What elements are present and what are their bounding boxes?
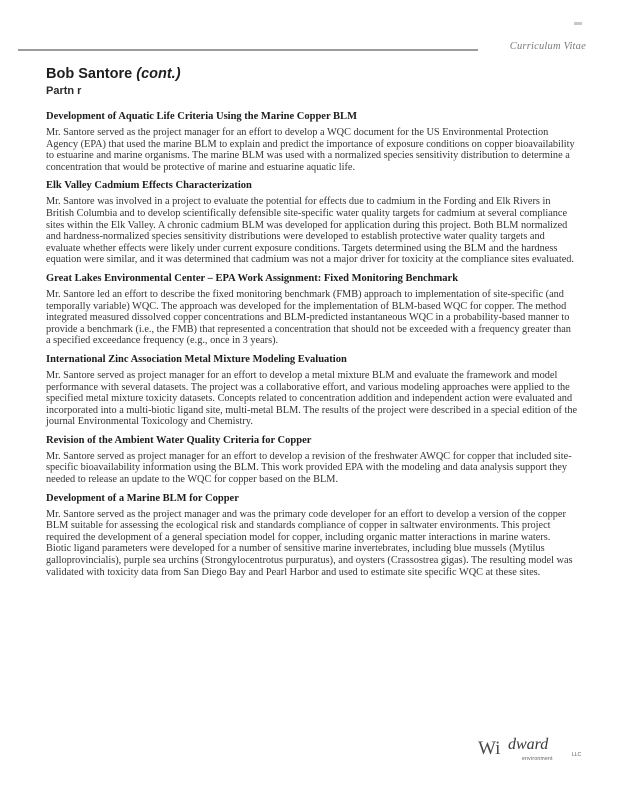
page-corner-mark (574, 22, 582, 25)
project-title: Development of Aquatic Life Criteria Using the Marine Copper BLM (46, 111, 357, 122)
logo-suffix: LLC (572, 752, 582, 758)
project-section (46, 179, 578, 266)
project-section (46, 434, 578, 486)
header-label: Curriculum Vitae (509, 41, 586, 52)
project-body: Mr. Santore served as the project manager and was the primary code developer for an effort to develop a version of the copper BLM suitable for assessing the ecological risk and standards compliance of copper in saltwater environments. This project required the development of a general speciation model for copper, including organic matter interactions in marine waters. Biotic ligand parameters were developed for a number of sensitive marine invertebrates, including blue mussels (Mytilus galloprovincialis), purple sea urchins (Strongylocentrotus purpuratus), and oysters (Crassostrea gigas). The resulting model was validated with toxicity data from San Diego Bay and Pearl Harbor and used to estimate site specific WQC at these sites. (46, 508, 573, 578)
project-body: Mr. Santore served as project manager for an effort to develop a revision of the freshwater AWQC for copper that included site-specific bioavailability information using the BLM. This work provided EPA with the modeling and data analysis support they needed to release an update to the WQC for copper based on the BLM. (46, 450, 572, 486)
company-logo (478, 736, 588, 770)
person-name-line (46, 66, 181, 82)
header-rule (18, 49, 478, 51)
project-title: Revision of the Ambient Water Quality Criteria for Copper (46, 434, 312, 446)
project-title: International Zinc Association Metal Mixture Modeling Evaluation (46, 353, 347, 365)
logo-subtext: environment (522, 756, 553, 762)
project-title: Elk Valley Cadmium Effects Characterization (46, 180, 252, 192)
project-body: Mr. Santore served as project manager for an effort to develop a metal mixture BLM and evaluate the framework and model performance with several datasets. The project was a collaborative effort, and various modeling approaches were applied to the specified metal mixture toxicity datasets. Concepts related to concentration addition and independent action were evaluated and incorporated into a multi-biotic ligand site, multi-metal BLM. The results of the project were described in a special edition of the journal Environmental Toxicology and Chemistry. (46, 369, 578, 428)
project-body: Mr. Santore served as the project manager for an effort to develop a WQC document for the US Environmental Protection Agency (EPA) that used the marine BLM to explain and predict the importance of exposure conditions on copper bioavailability to estuarine and marine organisms. The marine BLM was used with a normalized species sensitivity distribution to determine a concentration that would be protective of marine and estuarine aquatic life. (46, 127, 575, 173)
project-list (46, 110, 578, 584)
project-body: Mr. Santore led an effort to describe the fixed monitoring benchmark (FMB) approach to implementation of site-specific (and temporally variable) WQC. The approach was developed for the implementation of BLM-based WQC for copper. The method integrated measured dissolved copper concentrations and BLM-predicted instantaneous WQC in a probability-based manner to provide a benchmark (i.e., the FMB) that represented a concentration that should not be exceeded with a frequency greater than a specified exceedance frequency (e.g., once in 3 years). (46, 288, 571, 347)
person-cont: (cont.) (136, 66, 181, 82)
logo-text-left: Wi (478, 738, 501, 759)
project-section (46, 272, 578, 347)
project-title: Development of a Marine BLM for Copper (46, 492, 239, 504)
project-body: Mr. Santore was involved in a project to evaluate the potential for effects due to cadmium in the Fording and Elk Rivers in British Columbia and to develop scientifically defensible site-specific water quality targets for cadmium at several compliance sites within the Elk Valley. A chronic cadmium BLM was developed for application during this project. Both BLM normalized and hardness-normalized species sensitivity distributions were developed to establish protective water quality targets and evaluate whether effects were likely under current exposure conditions. Targets determined using the BLM and the hardness equation were similar, and it was determined that cadmium was not a major driver for toxicity at the compliance sites evaluated. (46, 196, 574, 266)
project-section (46, 492, 578, 579)
project-section (46, 110, 578, 173)
logo-text-right: dward (508, 736, 549, 753)
person-role: Partn r (46, 85, 82, 97)
project-section (46, 353, 578, 428)
person-name: Bob Santore (46, 66, 133, 82)
project-title: Great Lakes Environmental Center – EPA Work Assignment: Fixed Monitoring Benchmark (46, 272, 459, 284)
